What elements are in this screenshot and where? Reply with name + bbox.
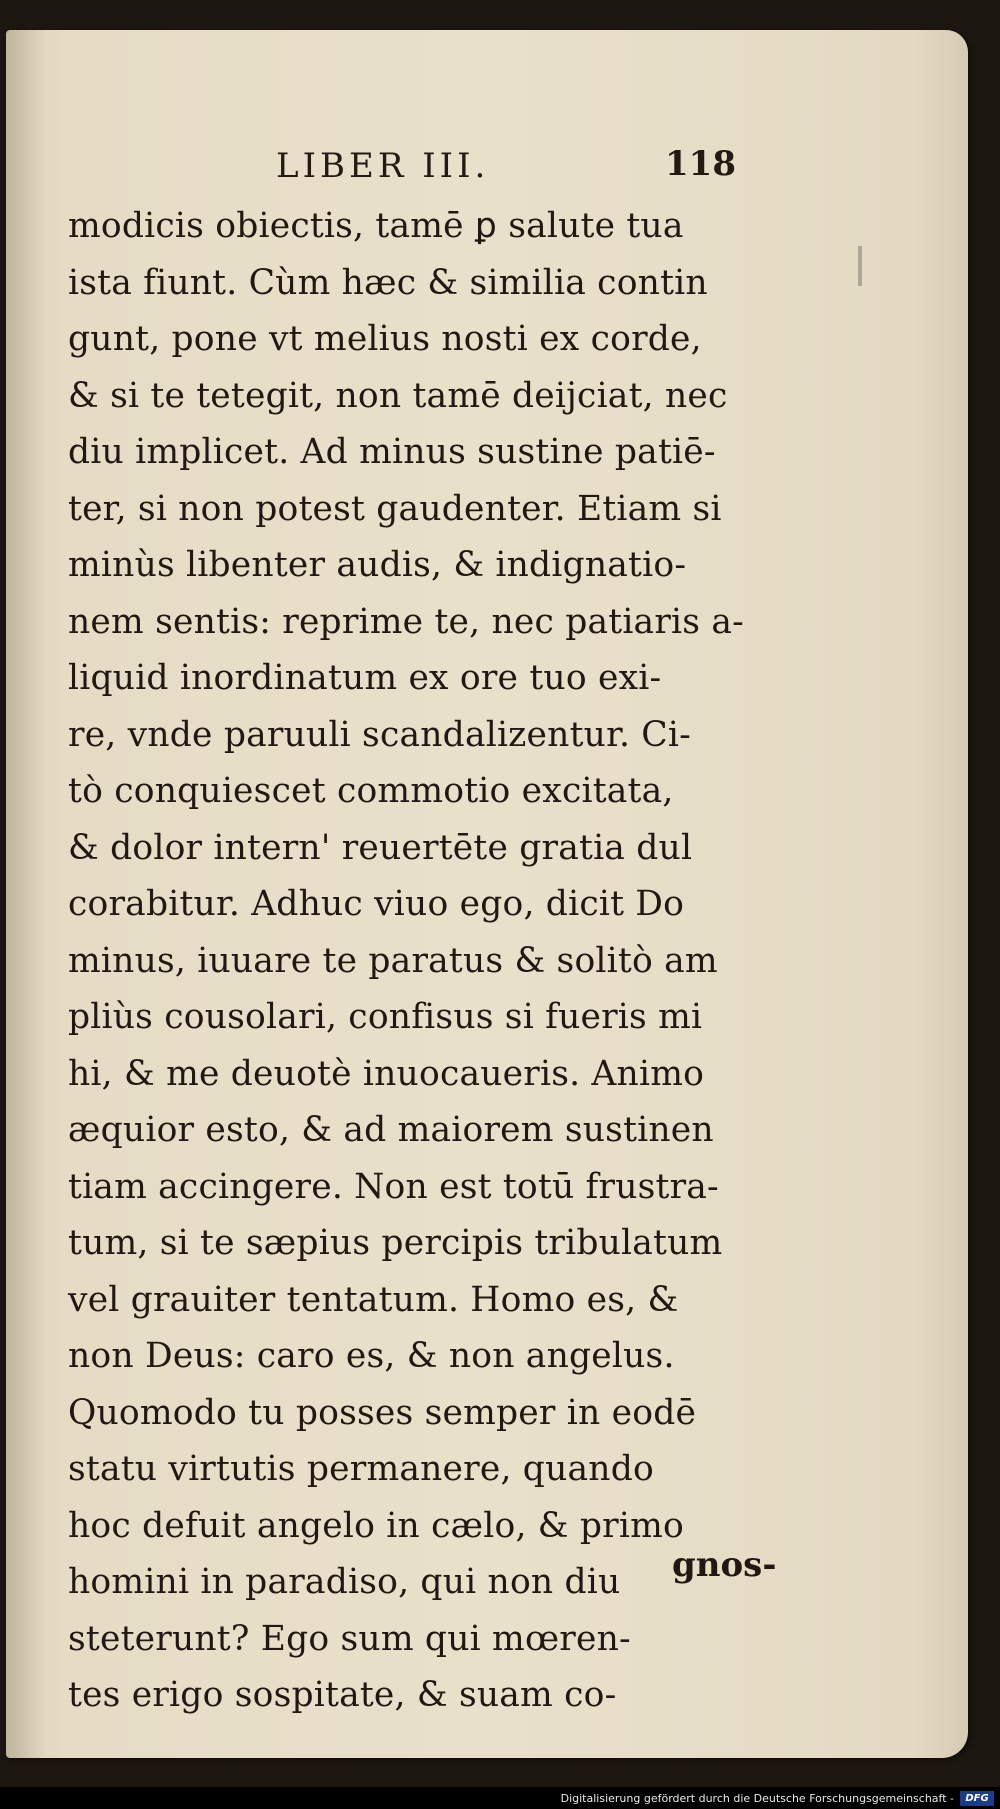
text-line: nem sentis: reprime te, nec patiaris a- <box>68 601 744 642</box>
text-line: statu virtutis permanere, quando <box>68 1449 654 1489</box>
text-line: tes erigo sospitate, & suam co- <box>68 1675 617 1715</box>
text-line: tò conquiescet commotio excitata, <box>68 771 674 811</box>
text-line: Quomodo tu posses semper in eodē <box>68 1392 697 1433</box>
catchword: gnos- <box>672 1545 777 1585</box>
text-line: vel grauiter tentatum. Homo es, & <box>68 1279 679 1320</box>
text-line: hi, & me deuotè inuocaueris. Animo <box>68 1053 705 1094</box>
book-page <box>6 30 968 1758</box>
text-line: tiam accingere. Non est totū frustra- <box>68 1166 719 1207</box>
page-number: 118 <box>665 144 736 184</box>
text-line: gunt, pone vt melius nosti ex corde, <box>68 319 702 359</box>
text-line: steterunt? Ego sum qui mœren- <box>68 1618 631 1659</box>
text-line: liquid inordinatum ex ore tuo exi- <box>68 658 662 698</box>
text-line: homini in paradiso, qui non diu <box>68 1562 621 1602</box>
text-line: & dolor intern' reuertēte gratia dul <box>68 827 693 868</box>
text-line: pliùs cousolari, confisus si fueris mi <box>68 997 703 1037</box>
text-line: re, vnde paruuli scandalizentur. Ci- <box>68 714 691 755</box>
text-line: corabitur. Adhuc viuo ego, dicit Do <box>68 884 685 924</box>
footer-credit: Digitalisierung gefördert durch die Deutsche Forschungsgemeinschaft - <box>560 1792 954 1805</box>
text-line: ter, si non potest gaudenter. Etiam si <box>68 488 722 529</box>
running-head <box>276 122 736 192</box>
text-line: tum, si te sæpius percipis tribulatum <box>68 1223 723 1263</box>
text-line: diu implicet. Ad minus sustine patiē- <box>68 432 716 472</box>
dfg-logo-icon: DFG <box>960 1791 994 1806</box>
text-line: ista fiunt. Cùm hæc & similia contin <box>68 262 708 303</box>
body-text <box>68 198 768 1724</box>
text-line: æquior esto, & ad maiorem sustinen <box>68 1110 714 1150</box>
margin-mark <box>858 246 862 286</box>
footer-bar <box>0 1787 1000 1809</box>
text-line: & si te tetegit, non tamē deijciat, nec <box>68 375 728 416</box>
text-line: minùs libenter audis, & indignatio- <box>68 545 687 585</box>
text-line: non Deus: caro es, & non angelus. <box>68 1336 675 1376</box>
text-line: modicis obiectis, tamē ꝑ salute tua <box>68 206 684 246</box>
running-title: LIBER III. <box>276 146 490 186</box>
text-line: hoc defuit angelo in cælo, & primo <box>68 1505 684 1546</box>
text-line: minus, iuuare te paratus & solitò am <box>68 940 718 981</box>
